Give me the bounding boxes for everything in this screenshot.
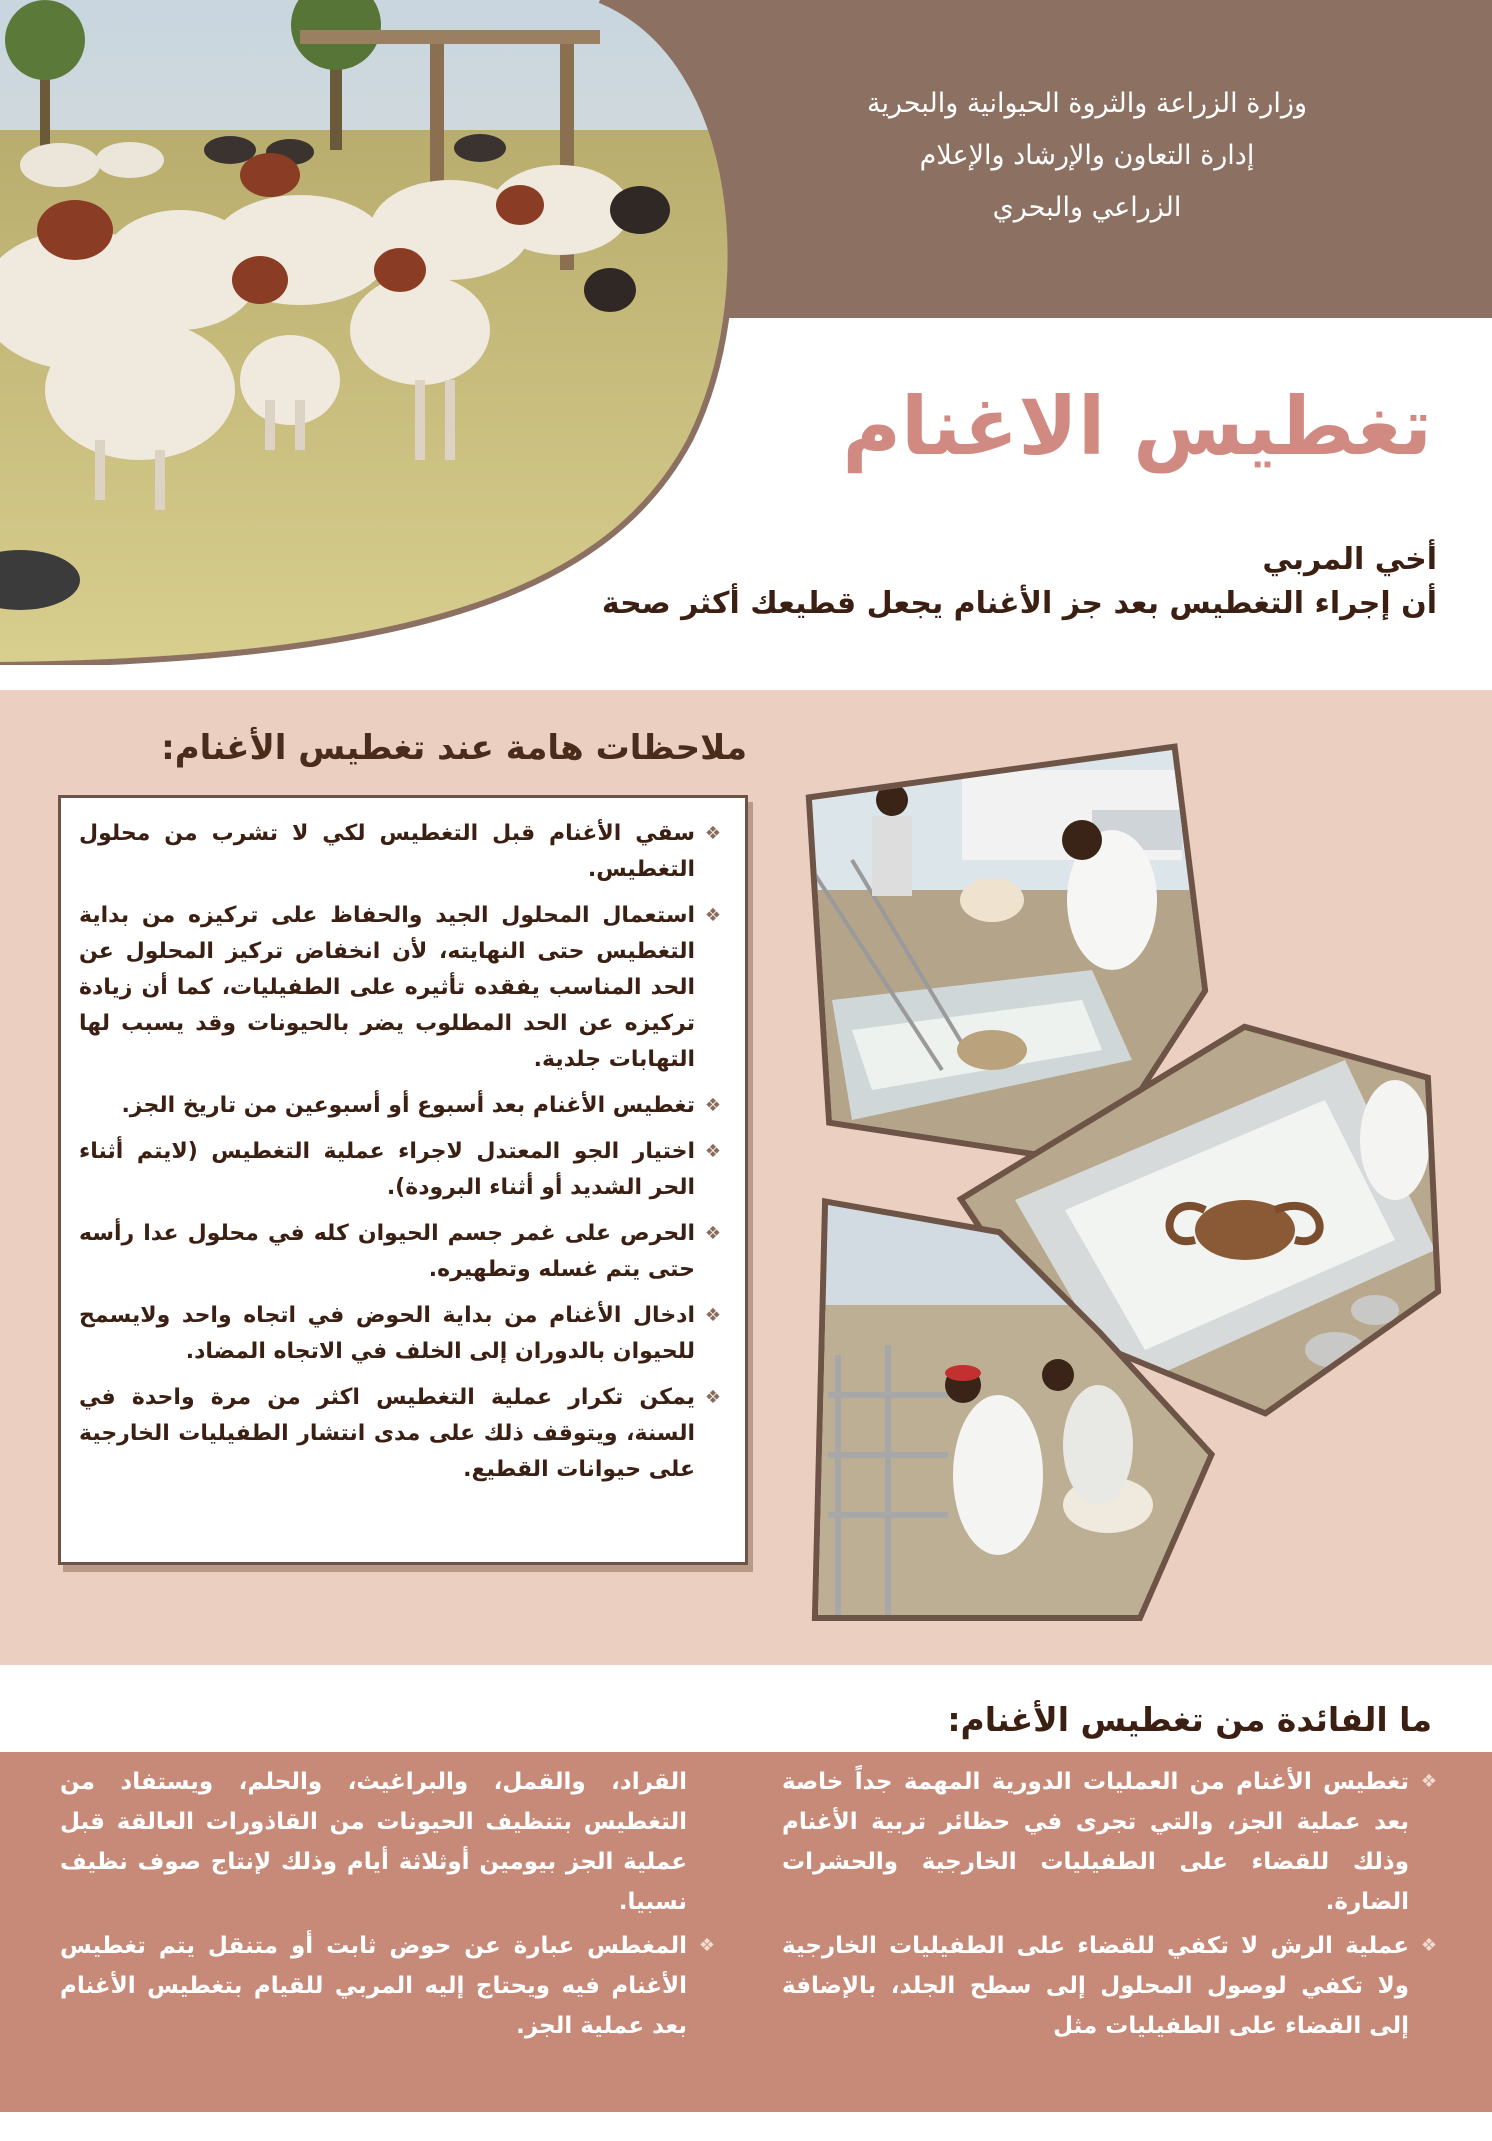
diamond-bullet-icon: ❖ xyxy=(704,1387,721,1408)
benefits-column-right xyxy=(782,1762,1437,2050)
notes-box xyxy=(58,795,748,1565)
diamond-bullet-icon: ❖ xyxy=(704,823,721,844)
list-item: ❖ ادخال الأغنام من بداية الحوض في اتجاه واحد ولايسمح للحيوان بالدوران إلى الخلف في الاتجاه المضاد. xyxy=(79,1298,721,1370)
list-item: ❖ تغطيس الأغنام من العمليات الدورية المهمة جداً خاصة بعد عملية الجز، والتي تجرى في حظائر تربية الأغنام وذلك للقضاء على الطفيليات الخارجية والحشرات الضارة. xyxy=(782,1762,1437,1922)
notes-list xyxy=(79,816,721,1488)
benefits-heading: ما الفائدة من تغطيس الأغنام: xyxy=(947,1700,1432,1739)
intro-greeting: أخي المربي xyxy=(1262,542,1437,577)
diamond-bullet-icon: ❖ xyxy=(1420,1771,1437,1792)
department-name-cont: الزراعي والبحري xyxy=(992,192,1182,223)
page-title: تغطيس الاغنام xyxy=(842,380,1432,473)
diamond-bullet-icon: ❖ xyxy=(704,1095,721,1116)
diamond-bullet-icon: ❖ xyxy=(704,905,721,926)
benefits-list-left xyxy=(60,1762,715,2046)
notes-heading: ملاحظات هامة عند تغطيس الأغنام: xyxy=(161,728,747,768)
diamond-bullet-icon: ❖ xyxy=(698,1935,715,1956)
list-item: ❖ سقي الأغنام قبل التغطيس لكي لا تشرب من محلول التغطيس. xyxy=(79,816,721,888)
list-item: ❖ الحرص على غمر جسم الحيوان كله في محلول عدا رأسه حتى يتم غسله وتطهيره. xyxy=(79,1216,721,1288)
list-item: ❖ اختيار الجو المعتدل لاجراء عملية التغطيس (لايتم أثناء الحر الشديد أو أثناء البرودة). xyxy=(79,1134,721,1206)
list-item: ❖ استعمال المحلول الجيد والحفاظ على تركيزه من بداية التغطيس حتى النهايته، لأن انخفاض تركيز المحلول عن الحد المناسب يفقده تأثيره على الطفيليات، كما أن زيادة تركيزه عن الحد المطلوب يضر بالحيونات وقد يسبب لها التهابات جلدية. xyxy=(79,898,721,1078)
benefits-column-left xyxy=(60,1762,715,2050)
benefits-list-right xyxy=(782,1762,1437,2046)
list-item: ❖ تغطيس الأغنام بعد أسبوع أو أسبوعين من تاريخ الجز. xyxy=(79,1088,721,1124)
diamond-bullet-icon: ❖ xyxy=(1420,1935,1437,1956)
dipping-photo-3 xyxy=(808,1195,1218,1635)
diamond-bullet-icon: ❖ xyxy=(704,1141,721,1162)
list-item: القراد، والقمل، والبراغيث، والحلم، ويستفاد من التغطيس بتنظيف الحيونات من القاذورات العالقة قبل عملية الجز بيومين أوثلاثة أيام وذلك لإنتاج صوف نظيف نسبيا. xyxy=(60,1769,687,1915)
diamond-bullet-icon: ❖ xyxy=(704,1223,721,1244)
department-name: إدارة التعاون والإرشاد والإعلام xyxy=(919,140,1255,171)
list-item: ❖ عملية الرش لا تكفي للقضاء على الطفيليات الخارجية ولا تكفي لوصول المحلول إلى سطح الجلد، بالإضافة إلى القضاء على الطفيليات مثل xyxy=(782,1926,1437,2046)
ministry-header xyxy=(737,78,1437,234)
intro-text xyxy=(437,538,1437,626)
ministry-name: وزارة الزراعة والثروة الحيوانية والبحرية xyxy=(867,88,1307,119)
diamond-bullet-icon: ❖ xyxy=(704,1305,721,1326)
intro-statement: أن إجراء التغطيس بعد جز الأغنام يجعل قطيعك أكثر صحة xyxy=(601,586,1437,621)
list-item: ❖ المغطس عبارة عن حوض ثابت أو متنقل يتم تغطيس الأغنام فيه ويحتاج إليه المربي للقيام بتغطيس الأغنام بعد عملية الجز. xyxy=(60,1926,715,2046)
list-item: ❖ يمكن تكرار عملية التغطيس اكثر من مرة واحدة في السنة، ويتوقف ذلك على مدى انتشار الطفيليات الخارجية على حيوانات القطيع. xyxy=(79,1380,721,1488)
